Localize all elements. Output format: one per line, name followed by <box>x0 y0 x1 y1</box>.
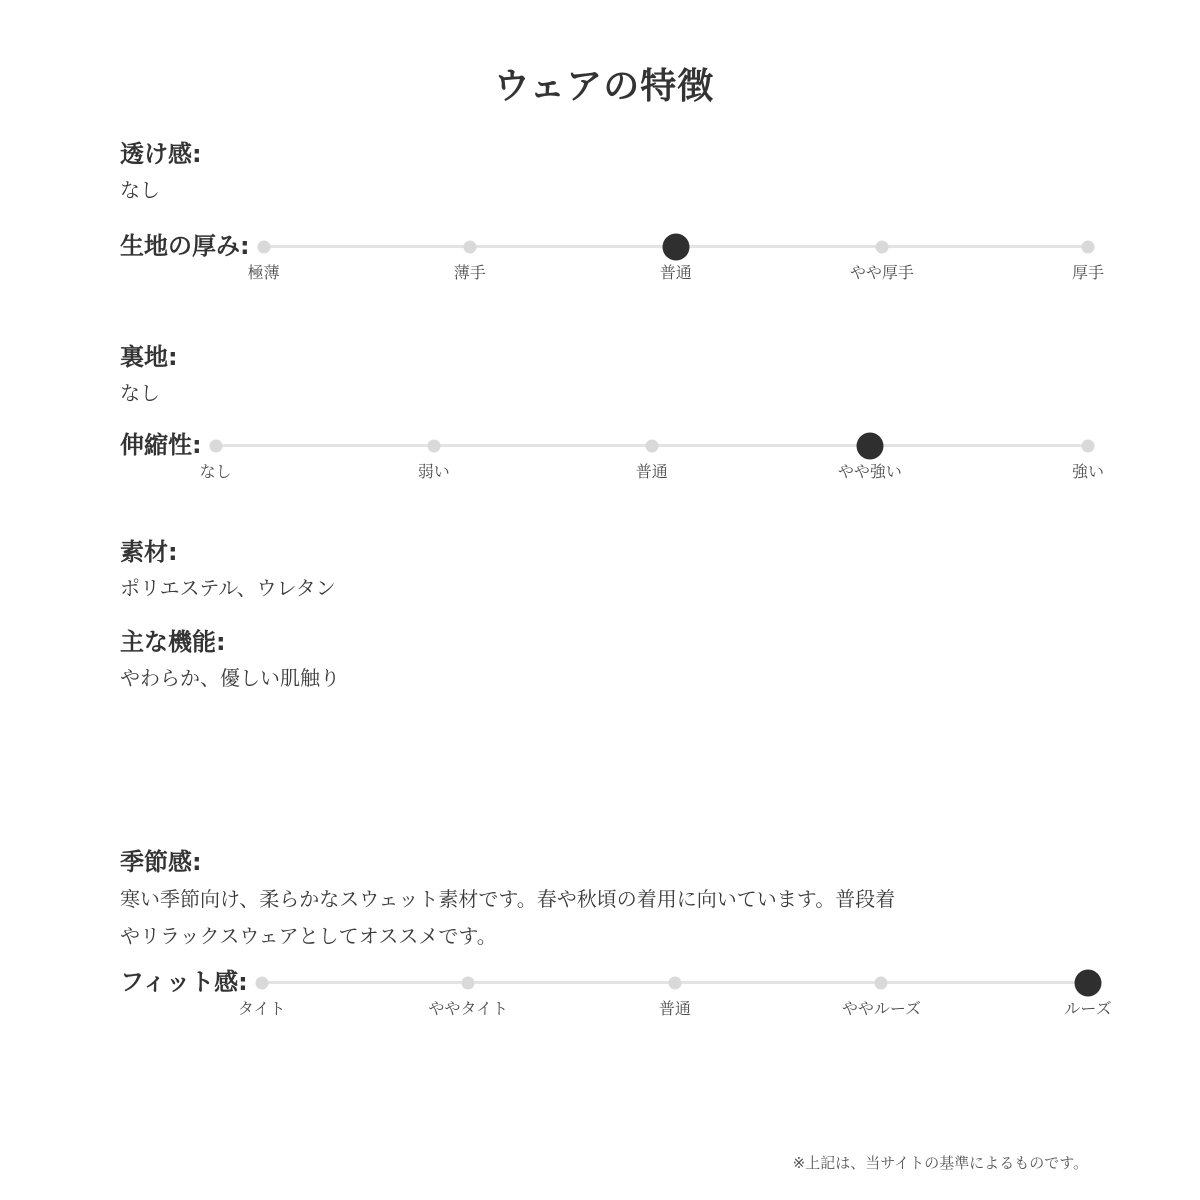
scale-stop-label: なし <box>199 462 232 481</box>
thickness-label: 生地の厚み: <box>120 232 250 260</box>
functions-value: やわらか、優しい肌触り <box>120 666 340 690</box>
section-thickness <box>120 231 1105 290</box>
scale-stop-label: タイト <box>237 999 286 1018</box>
scale-dot <box>875 976 888 989</box>
scale-dot <box>427 439 440 452</box>
scale-stop-label: やや強い <box>837 462 902 481</box>
fit-label: フィット感: <box>120 968 248 996</box>
page-title: ウェアの特徴 <box>493 66 715 107</box>
season-label: 季節感: <box>120 848 202 876</box>
scale-stop-label: 普通 <box>659 263 692 282</box>
section-material <box>120 537 1088 601</box>
section-season <box>120 847 1088 955</box>
lining-label: 裏地: <box>120 343 178 371</box>
section-sheerness <box>120 139 1088 203</box>
scale-dot <box>875 240 888 253</box>
scale-dot <box>209 439 222 452</box>
scale-stop-label: 普通 <box>635 462 668 481</box>
scale-stop-label: ルーズ <box>1064 999 1112 1018</box>
scale-stop-label: 極薄 <box>247 263 280 282</box>
scale-stop-label: 薄手 <box>453 263 486 282</box>
sheerness-label: 透け感: <box>120 140 202 168</box>
scale-dot <box>668 976 681 989</box>
scale-dot-selected <box>662 233 689 260</box>
fit-scale <box>237 970 1112 1026</box>
scale-dot <box>255 976 268 989</box>
functions-label: 主な機能: <box>120 628 226 656</box>
scale-dot <box>1082 240 1095 253</box>
footnote: ※上記は、当サイトの基準によるものです。 <box>792 1154 1088 1172</box>
section-functions <box>120 627 1088 691</box>
scale-stop-label: やや厚手 <box>849 263 914 282</box>
stretch-scale <box>199 433 1105 489</box>
stretch-label: 伸縮性: <box>120 431 202 459</box>
scale-dot <box>462 976 475 989</box>
thickness-scale <box>247 234 1105 290</box>
scale-stop-label: 強い <box>1071 462 1105 481</box>
scale-dot-selected <box>856 432 883 459</box>
material-value: ポリエステル、ウレタン <box>120 576 336 600</box>
scale-stop-label: ややタイト <box>428 999 509 1018</box>
season-description: 寒い季節向け、柔らかなスウェット素材です。春や秋頃の着用に向いています。普段着やリラックスウェアとしてオススメです。 <box>120 887 896 948</box>
scale-stop-label: 普通 <box>658 999 691 1018</box>
material-label: 素材: <box>120 538 178 566</box>
section-stretch <box>120 430 1105 489</box>
scale-dot <box>1082 439 1095 452</box>
scale-stop-label: 厚手 <box>1071 263 1105 282</box>
scale-dot <box>257 240 270 253</box>
section-lining <box>120 342 1088 406</box>
sheerness-value: なし <box>120 178 160 202</box>
scale-dot <box>463 240 476 253</box>
scale-stop-label: 弱い <box>417 462 450 481</box>
section-fit <box>120 967 1112 1026</box>
scale-stop-label: ややルーズ <box>841 999 922 1018</box>
scale-dot <box>645 439 658 452</box>
scale-dot-selected <box>1075 969 1102 996</box>
lining-value: なし <box>120 381 160 405</box>
